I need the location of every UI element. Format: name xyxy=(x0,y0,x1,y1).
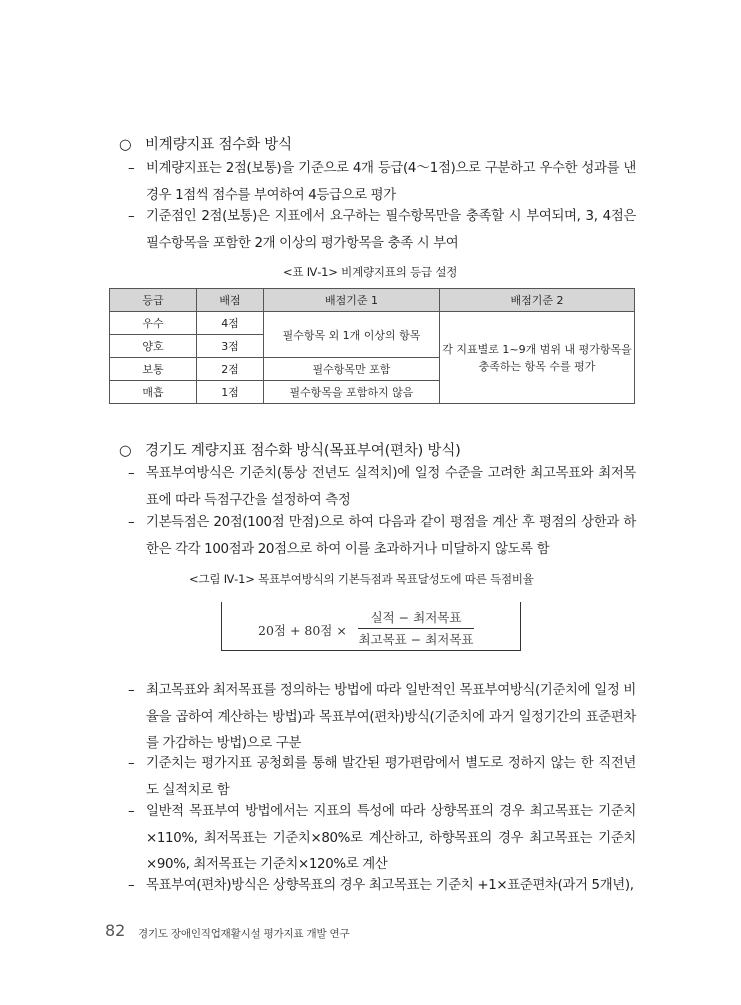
header-cell: 배점 xyxy=(197,289,264,312)
bullet-text: 기준치는 평가지표 공청회를 통해 발간된 평가편람에서 별도로 정하지 않는 한 직전년도 실적치로 함 xyxy=(146,756,636,798)
score-cell: 4점 xyxy=(197,312,264,335)
section-heading-1 xyxy=(119,133,292,154)
formula-fraction xyxy=(352,608,480,648)
grade-cell: 양호 xyxy=(110,335,197,358)
formula-base-score: 20점 + 80점 × xyxy=(258,623,347,638)
bullet-text: 기준점인 2점(보통)은 지표에서 요구하는 필수항목만을 충족할 시 부여되며, 3, 4점은 필수항목을 포함한 2개 이상의 평가항목을 충족 시 부여 xyxy=(146,209,636,251)
section-heading-text: 비계량지표 점수화 방식 xyxy=(145,137,292,153)
dash-bullet-icon: – xyxy=(128,683,135,698)
table-row xyxy=(110,312,635,335)
circle-bullet-icon: ○ xyxy=(119,137,132,153)
header-cell: 등급 xyxy=(110,289,197,312)
score-cell: 1점 xyxy=(197,381,264,404)
score-cell: 3점 xyxy=(197,335,264,358)
page-number: 82 xyxy=(105,921,126,940)
criteria2-cell xyxy=(440,312,635,404)
formula-numerator: 실적 − 최저목표 xyxy=(370,610,462,625)
header-cell: 배점기준 1 xyxy=(264,289,440,312)
bullet-item xyxy=(128,873,636,900)
grade-cell: 매흡 xyxy=(110,381,197,404)
bullet-item xyxy=(128,461,636,514)
dash-bullet-icon: – xyxy=(128,209,135,224)
criteria2-line: 충족하는 항목 수를 평가 xyxy=(478,359,596,373)
grade-cell: 우수 xyxy=(110,312,197,335)
criteria2-line: 각 지표별로 1~9개 범위 내 평가항목을 xyxy=(442,342,632,356)
bullet-item xyxy=(128,751,636,804)
bullet-text: 일반적 목표부여 방법에서는 지표의 특성에 따라 상향목표의 경우 최고목표는 기준치 ×110%, 최저목표는 기준치×80%로 계산하고, 하향목표의 경우 최고목표는 기준치 ×90%, 최저목표는 기준치×120%로 계산 xyxy=(146,804,636,872)
section-heading-2 xyxy=(119,439,461,460)
section-heading-text: 경기도 계량지표 점수화 방식(목표부여(편차) 방식) xyxy=(145,443,461,459)
figure-caption: <그림 Ⅳ-1> 목표부여방식의 기본득점과 목표달성도에 따른 득점비율 xyxy=(189,572,534,586)
dash-bullet-icon: – xyxy=(128,804,135,819)
criteria1-cell: 필수항목만 포함 xyxy=(264,358,440,381)
dash-bullet-icon: – xyxy=(128,878,135,893)
dash-bullet-icon: – xyxy=(128,161,135,176)
bullet-text: 비계량지표는 2점(보통)을 기준으로 4개 등급(4～1점)으로 구분하고 우수한 성과를 낸 경우 1점씩 점수를 부여하여 4등급으로 평가 xyxy=(146,161,636,203)
bullet-item xyxy=(128,799,636,879)
bullet-item xyxy=(128,510,636,563)
dash-bullet-icon: – xyxy=(128,466,135,481)
score-cell: 2점 xyxy=(197,358,264,381)
grade-table xyxy=(109,288,635,404)
bullet-item xyxy=(128,204,636,257)
bullet-item xyxy=(128,678,636,758)
dash-bullet-icon: – xyxy=(128,756,135,771)
bullet-text: 목표부여(편차)방식은 상향목표의 경우 최고목표는 기준치 +1×표준편차(과거 5개년), xyxy=(146,878,634,893)
formula-box xyxy=(221,602,521,651)
formula-denominator: 최고목표 − 최저목표 xyxy=(358,632,474,647)
criteria1-cell: 필수항목 외 1개 이상의 항목 xyxy=(264,312,440,358)
circle-bullet-icon: ○ xyxy=(119,443,132,459)
criteria1-cell: 필수항목을 포함하지 않음 xyxy=(264,381,440,404)
footer-title: 경기도 장애인직업재활시설 평가지표 개발 연구 xyxy=(138,928,350,940)
header-cell: 배점기준 2 xyxy=(440,289,635,312)
bullet-text: 기본득점은 20점(100점 만점)으로 하여 다음과 같이 평점을 계산 후 평점의 상한과 하한은 각각 100점과 20점으로 하여 이를 초과하거나 미달하지 않도록 함 xyxy=(146,515,636,557)
grade-cell: 보통 xyxy=(110,358,197,381)
dash-bullet-icon: – xyxy=(128,515,135,530)
table-header-row xyxy=(110,289,635,312)
bullet-item xyxy=(128,156,636,209)
bullet-text: 최고목표와 최저목표를 정의하는 방법에 따라 일반적인 목표부여방식(기준치에 일정 비율을 곱하여 계산하는 방법)과 목표부여(편차)방식(기준치에 과거 일정기간의 표준편차를 가감하는 방법)으로 구분 xyxy=(146,683,636,751)
bullet-text: 목표부여방식은 기준치(통상 전년도 실적치)에 일정 수준을 고려한 최고목표와 최저목표에 따라 득점구간을 설정하여 측정 xyxy=(146,466,636,508)
table-caption: <표 Ⅳ-1> 비계량지표의 등급 설정 xyxy=(283,265,458,279)
